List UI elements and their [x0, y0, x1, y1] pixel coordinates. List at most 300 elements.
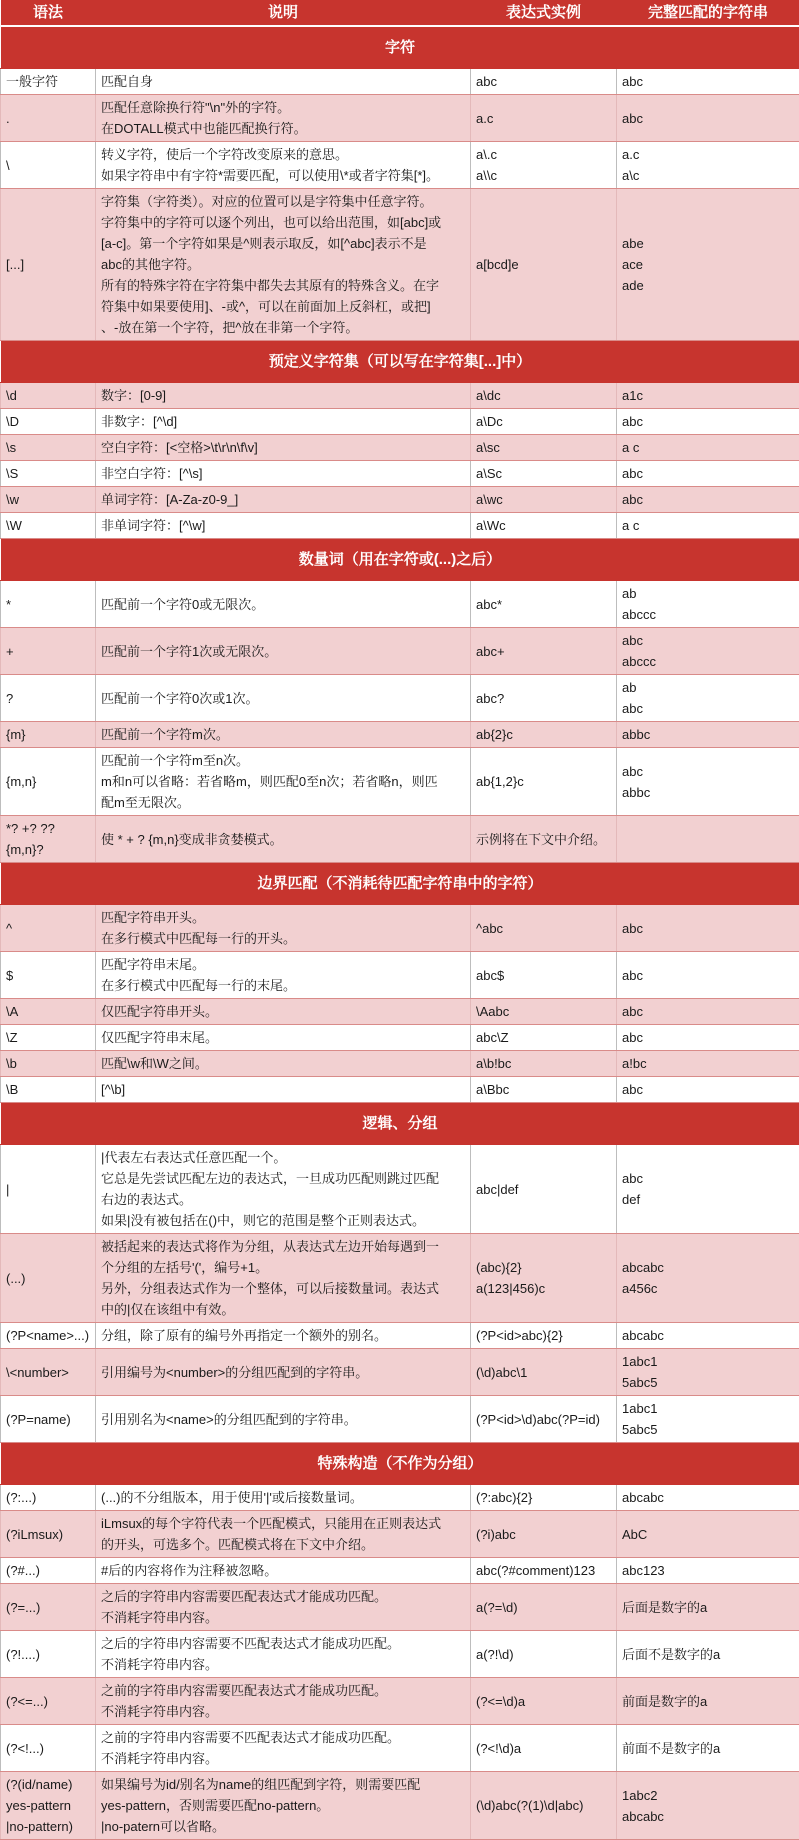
cell-line: abc	[622, 918, 794, 939]
cell-line: \w	[6, 489, 90, 510]
cell-line: 仅匹配字符串开头。	[101, 1001, 465, 1022]
example-cell	[471, 905, 617, 952]
cell-line: \D	[6, 411, 90, 432]
syntax-cell	[1, 383, 96, 409]
table-row	[1, 1396, 799, 1443]
cell-line: a\sc	[476, 437, 611, 458]
cell-line: 、-放在第一个字符，把^放在非第一个字符。	[101, 317, 465, 338]
description-cell	[96, 409, 471, 435]
cell-line: abc	[622, 698, 794, 719]
cell-line: 非单词字符：[^\w]	[101, 515, 465, 536]
cell-line: abc的其他字符。	[101, 254, 465, 275]
table-row	[1, 383, 799, 409]
cell-line: abe	[622, 233, 794, 254]
cell-line: |代表左右表达式任意匹配一个。	[101, 1147, 465, 1168]
table-row	[1, 1558, 799, 1584]
table-row	[1, 905, 799, 952]
cell-line: 符集中如果要使用]、-或^，可以在前面加上反斜杠，或把]	[101, 296, 465, 317]
description-cell	[96, 1349, 471, 1396]
cell-line: (\d)abc(?(1)\d|abc)	[476, 1795, 611, 1816]
description-cell	[96, 1584, 471, 1631]
syntax-cell	[1, 1485, 96, 1511]
example-cell	[471, 487, 617, 513]
cell-line: \b	[6, 1053, 90, 1074]
cell-line: *? +? ??	[6, 818, 90, 839]
match-cell	[617, 905, 799, 952]
syntax-cell	[1, 1349, 96, 1396]
table-row	[1, 1145, 799, 1234]
cell-line: a1c	[622, 385, 794, 406]
cell-line: abc	[622, 489, 794, 510]
description-cell	[96, 581, 471, 628]
cell-line: a\.c	[476, 144, 611, 165]
cell-line: 后面是数字的a	[622, 1597, 794, 1618]
cell-line: 5abc5	[622, 1372, 794, 1393]
cell-line: ab	[622, 583, 794, 604]
example-cell	[471, 1234, 617, 1323]
cell-line: (...)	[6, 1268, 90, 1289]
description-cell	[96, 69, 471, 95]
cell-line: a\b!bc	[476, 1053, 611, 1074]
cell-line: (?!....)	[6, 1644, 90, 1665]
table-row	[1, 722, 799, 748]
cell-line: a\c	[622, 165, 794, 186]
section-row	[1, 863, 799, 905]
syntax-cell	[1, 461, 96, 487]
match-cell	[617, 189, 799, 341]
cell-line: abc	[622, 108, 794, 129]
table-header	[1, 0, 799, 26]
cell-line: 示例将在下文中介绍。	[476, 829, 611, 850]
match-cell	[617, 1631, 799, 1678]
table-row	[1, 95, 799, 142]
syntax-cell	[1, 1725, 96, 1772]
section-row	[1, 1443, 799, 1485]
cell-line: 不消耗字符串内容。	[101, 1748, 465, 1769]
table-row	[1, 952, 799, 999]
cell-line: a\Bbc	[476, 1079, 611, 1100]
cell-line: a(123|456)c	[476, 1278, 611, 1299]
cell-line: 1abc1	[622, 1398, 794, 1419]
description-cell	[96, 1396, 471, 1443]
example-cell	[471, 1396, 617, 1443]
description-cell	[96, 487, 471, 513]
cell-line: abc(?#comment)123	[476, 1560, 611, 1581]
cell-line: 1abc1	[622, 1351, 794, 1372]
cell-line: 前面是数字的a	[622, 1691, 794, 1712]
cell-line: 匹配前一个字符m至n次。	[101, 750, 465, 771]
cell-line: ^	[6, 918, 90, 939]
cell-line: a c	[622, 515, 794, 536]
syntax-cell	[1, 1051, 96, 1077]
cell-line: \Z	[6, 1027, 90, 1048]
match-cell	[617, 1077, 799, 1103]
cell-line: 它总是先尝试匹配左边的表达式，一旦成功匹配则跳过匹配	[101, 1168, 465, 1189]
match-cell	[617, 816, 799, 863]
cell-line: \	[6, 155, 90, 176]
cell-line: abcabc	[622, 1487, 794, 1508]
cell-line: 非空白字符：[^\s]	[101, 463, 465, 484]
example-cell	[471, 435, 617, 461]
syntax-cell	[1, 999, 96, 1025]
description-cell	[96, 1631, 471, 1678]
example-cell	[471, 95, 617, 142]
table-row	[1, 435, 799, 461]
match-cell	[617, 1772, 799, 1840]
match-cell	[617, 1725, 799, 1772]
cell-line: a\dc	[476, 385, 611, 406]
syntax-cell	[1, 1077, 96, 1103]
cell-line: 匹配\w和\W之间。	[101, 1053, 465, 1074]
cell-line: abcabc	[622, 1325, 794, 1346]
cell-line: a c	[622, 437, 794, 458]
syntax-cell	[1, 1678, 96, 1725]
cell-line: 转义字符，使后一个字符改变原来的意思。	[101, 144, 465, 165]
description-cell	[96, 1725, 471, 1772]
syntax-cell	[1, 952, 96, 999]
cell-line: 不消耗字符串内容。	[101, 1607, 465, 1628]
cell-line: def	[622, 1189, 794, 1210]
section-row	[1, 539, 799, 581]
match-cell	[617, 1485, 799, 1511]
cell-line: 匹配字符串开头。	[101, 907, 465, 928]
match-cell	[617, 435, 799, 461]
example-cell	[471, 69, 617, 95]
cell-line: a[bcd]e	[476, 254, 611, 275]
cell-line: (?iLmsux)	[6, 1524, 90, 1545]
cell-line: [^\b]	[101, 1079, 465, 1100]
section-label: 字符	[1, 26, 799, 69]
cell-line: |	[6, 1179, 90, 1200]
cell-line: (?<!...)	[6, 1738, 90, 1759]
example-cell	[471, 1511, 617, 1558]
cell-line: 单词字符：[A-Za-z0-9_]	[101, 489, 465, 510]
cell-line: 不消耗字符串内容。	[101, 1654, 465, 1675]
example-cell	[471, 1145, 617, 1234]
cell-line: 在多行模式中匹配每一行的末尾。	[101, 975, 465, 996]
example-cell	[471, 628, 617, 675]
cell-line: abc	[622, 965, 794, 986]
example-cell	[471, 189, 617, 341]
cell-line: 之前的字符串内容需要不匹配表达式才能成功匹配。	[101, 1727, 465, 1748]
cell-line: 所有的特殊字符在字符集中都失去其原有的特殊含义。在字	[101, 275, 465, 296]
syntax-cell	[1, 1234, 96, 1323]
description-cell	[96, 1511, 471, 1558]
syntax-cell	[1, 1558, 96, 1584]
cell-line: ?	[6, 688, 90, 709]
cell-line: (?<=\d)a	[476, 1691, 611, 1712]
cell-line: 非数字：[^\d]	[101, 411, 465, 432]
cell-line: |no-patern可以省略。	[101, 1816, 465, 1837]
cell-line: 右边的表达式。	[101, 1189, 465, 1210]
cell-line: a(?=\d)	[476, 1597, 611, 1618]
cell-line: 在DOTALL模式中也能匹配换行符。	[101, 118, 465, 139]
syntax-cell	[1, 409, 96, 435]
description-cell	[96, 1558, 471, 1584]
cell-line: .	[6, 108, 90, 129]
cell-line: (?i)abc	[476, 1524, 611, 1545]
match-cell	[617, 461, 799, 487]
table-row	[1, 487, 799, 513]
table-row	[1, 142, 799, 189]
cell-line: 个分组的左括号'('，编号+1。	[101, 1257, 465, 1278]
table-row	[1, 1485, 799, 1511]
match-cell	[617, 513, 799, 539]
cell-line: a(?!\d)	[476, 1644, 611, 1665]
table-row	[1, 69, 799, 95]
match-cell	[617, 1145, 799, 1234]
column-header-description: 说明	[96, 0, 471, 26]
cell-line: ade	[622, 275, 794, 296]
syntax-cell	[1, 142, 96, 189]
cell-line: (?P<name>...)	[6, 1325, 90, 1346]
cell-line: a456c	[622, 1278, 794, 1299]
cell-line: a.c	[622, 144, 794, 165]
example-cell	[471, 461, 617, 487]
cell-line: ab{1,2}c	[476, 771, 611, 792]
table-row	[1, 189, 799, 341]
description-cell	[96, 383, 471, 409]
cell-line: 如果编号为id/别名为name的组匹配到字符，则需要匹配	[101, 1774, 465, 1795]
cell-line: abc\Z	[476, 1027, 611, 1048]
cell-line: abbc	[622, 782, 794, 803]
cell-line: 之后的字符串内容需要不匹配表达式才能成功匹配。	[101, 1633, 465, 1654]
cell-line: (?#...)	[6, 1560, 90, 1581]
cell-line: abc	[622, 1001, 794, 1022]
description-cell	[96, 189, 471, 341]
cell-line: abc	[622, 761, 794, 782]
match-cell	[617, 581, 799, 628]
cell-line: \d	[6, 385, 90, 406]
match-cell	[617, 1349, 799, 1396]
section-row	[1, 341, 799, 383]
cell-line: abc$	[476, 965, 611, 986]
description-cell	[96, 435, 471, 461]
example-cell	[471, 1631, 617, 1678]
match-cell	[617, 95, 799, 142]
example-cell	[471, 1349, 617, 1396]
cell-line: iLmsux的每个字符代表一个匹配模式，只能用在正则表达式	[101, 1513, 465, 1534]
syntax-cell	[1, 1145, 96, 1234]
cell-line: abc	[622, 1079, 794, 1100]
cell-line: m和n可以省略：若省略m，则匹配0至n次；若省略n，则匹	[101, 771, 465, 792]
cell-line: (?:abc){2}	[476, 1487, 611, 1508]
cell-line: 匹配前一个字符1次或无限次。	[101, 641, 465, 662]
cell-line: \B	[6, 1079, 90, 1100]
cell-line: 空白字符：[<空格>\t\r\n\f\v]	[101, 437, 465, 458]
cell-line: 5abc5	[622, 1419, 794, 1440]
section-label: 预定义字符集（可以写在字符集[...]中）	[1, 341, 799, 383]
cell-line: (?<=...)	[6, 1691, 90, 1712]
table-row	[1, 513, 799, 539]
cell-line: abc+	[476, 641, 611, 662]
example-cell	[471, 513, 617, 539]
cell-line: (...)的不分组版本，用于使用'|'或后接数量词。	[101, 1487, 465, 1508]
description-cell	[96, 1323, 471, 1349]
cell-line: 在多行模式中匹配每一行的开头。	[101, 928, 465, 949]
cell-line: \Aabc	[476, 1001, 611, 1022]
syntax-cell	[1, 95, 96, 142]
description-cell	[96, 748, 471, 816]
match-cell	[617, 487, 799, 513]
syntax-cell	[1, 581, 96, 628]
cell-line: 不消耗字符串内容。	[101, 1701, 465, 1722]
table-row	[1, 409, 799, 435]
table-row	[1, 1025, 799, 1051]
cell-line: ab{2}c	[476, 724, 611, 745]
description-cell	[96, 1145, 471, 1234]
example-cell	[471, 383, 617, 409]
example-cell	[471, 748, 617, 816]
cell-line: (?<!\d)a	[476, 1738, 611, 1759]
cell-line: a\wc	[476, 489, 611, 510]
cell-line: 配m至无限次。	[101, 792, 465, 813]
syntax-cell	[1, 816, 96, 863]
cell-line: #后的内容将作为注释被忽略。	[101, 1560, 465, 1581]
cell-line: \A	[6, 1001, 90, 1022]
example-cell	[471, 1558, 617, 1584]
example-cell	[471, 1725, 617, 1772]
cell-line: abccc	[622, 651, 794, 672]
cell-line: 被括起来的表达式将作为分组，从表达式左边开始每遇到一	[101, 1236, 465, 1257]
cell-line: \W	[6, 515, 90, 536]
cell-line: 引用编号为<number>的分组匹配到的字符串。	[101, 1362, 465, 1383]
cell-line: 字符集（字符类）。对应的位置可以是字符集中任意字符。	[101, 191, 465, 212]
cell-line: 中的|仅在该组中有效。	[101, 1299, 465, 1320]
cell-line: 另外，分组表达式作为一个整体，可以后接数量词。表达式	[101, 1278, 465, 1299]
table-row	[1, 1077, 799, 1103]
match-cell	[617, 1051, 799, 1077]
description-cell	[96, 1025, 471, 1051]
cell-line: (?(id/name)	[6, 1774, 90, 1795]
table-row	[1, 1051, 799, 1077]
cell-line: 匹配前一个字符0次或1次。	[101, 688, 465, 709]
cell-line: 之后的字符串内容需要匹配表达式才能成功匹配。	[101, 1586, 465, 1607]
example-cell	[471, 581, 617, 628]
syntax-cell	[1, 435, 96, 461]
cell-line: 匹配任意除换行符"\n"外的字符。	[101, 97, 465, 118]
example-cell	[471, 952, 617, 999]
example-cell	[471, 1323, 617, 1349]
table-row	[1, 461, 799, 487]
description-cell	[96, 722, 471, 748]
cell-line: ^abc	[476, 918, 611, 939]
table-row	[1, 1234, 799, 1323]
cell-line: \S	[6, 463, 90, 484]
syntax-cell	[1, 905, 96, 952]
match-cell	[617, 952, 799, 999]
table-row	[1, 999, 799, 1025]
cell-line: 匹配自身	[101, 71, 465, 92]
cell-line: a!bc	[622, 1053, 794, 1074]
cell-line: {m,n}	[6, 771, 90, 792]
description-cell	[96, 1051, 471, 1077]
section-label: 特殊构造（不作为分组）	[1, 1443, 799, 1485]
table-row	[1, 816, 799, 863]
match-cell	[617, 1025, 799, 1051]
description-cell	[96, 628, 471, 675]
cell-line: 如果字符串中有字符*需要匹配，可以使用\*或者字符集[*]。	[101, 165, 465, 186]
table-row	[1, 581, 799, 628]
description-cell	[96, 1772, 471, 1840]
example-cell	[471, 1025, 617, 1051]
example-cell	[471, 1678, 617, 1725]
cell-line: 匹配字符串末尾。	[101, 954, 465, 975]
table-row	[1, 675, 799, 722]
table-row	[1, 628, 799, 675]
cell-line: 之前的字符串内容需要匹配表达式才能成功匹配。	[101, 1680, 465, 1701]
match-cell	[617, 675, 799, 722]
syntax-cell	[1, 1323, 96, 1349]
syntax-cell	[1, 628, 96, 675]
cell-line: 使 * + ? {m,n}变成非贪婪模式。	[101, 829, 465, 850]
cell-line: abc	[622, 1168, 794, 1189]
match-cell	[617, 722, 799, 748]
cell-line: a\Dc	[476, 411, 611, 432]
table-row	[1, 1349, 799, 1396]
syntax-cell	[1, 722, 96, 748]
syntax-cell	[1, 487, 96, 513]
cell-line: +	[6, 641, 90, 662]
cell-line: AbC	[622, 1524, 794, 1545]
table-row	[1, 1584, 799, 1631]
cell-line: 1abc2	[622, 1785, 794, 1806]
cell-line: abbc	[622, 724, 794, 745]
header-row	[1, 0, 799, 26]
section-row	[1, 1103, 799, 1145]
cell-line: abc	[622, 463, 794, 484]
cell-line: ab	[622, 677, 794, 698]
cell-line: ace	[622, 254, 794, 275]
cell-line: 分组，除了原有的编号外再指定一个额外的别名。	[101, 1325, 465, 1346]
table-row	[1, 1511, 799, 1558]
match-cell	[617, 1584, 799, 1631]
description-cell	[96, 999, 471, 1025]
cell-line: (?=...)	[6, 1597, 90, 1618]
cell-line: 匹配前一个字符0或无限次。	[101, 594, 465, 615]
description-cell	[96, 952, 471, 999]
example-cell	[471, 1772, 617, 1840]
match-cell	[617, 1558, 799, 1584]
example-cell	[471, 999, 617, 1025]
section-label: 数量词（用在字符或(...)之后）	[1, 539, 799, 581]
cell-line: 匹配前一个字符m次。	[101, 724, 465, 745]
cell-line: a\\c	[476, 165, 611, 186]
example-cell	[471, 1584, 617, 1631]
cell-line: (\d)abc\1	[476, 1362, 611, 1383]
cell-line: (?P<id>abc){2}	[476, 1325, 611, 1346]
cell-line: 数字：[0-9]	[101, 385, 465, 406]
syntax-cell	[1, 1772, 96, 1840]
example-cell	[471, 1485, 617, 1511]
cell-line: \s	[6, 437, 90, 458]
cell-line: a\Wc	[476, 515, 611, 536]
cell-line: \<number>	[6, 1362, 90, 1383]
cell-line: 一般字符	[6, 71, 90, 92]
example-cell	[471, 1077, 617, 1103]
description-cell	[96, 905, 471, 952]
cell-line: abc|def	[476, 1179, 611, 1200]
example-cell	[471, 1051, 617, 1077]
cell-line: 如果|没有被包括在()中，则它的范围是整个正则表达式。	[101, 1210, 465, 1231]
description-cell	[96, 816, 471, 863]
cell-line: {m}	[6, 724, 90, 745]
cell-line: a.c	[476, 108, 611, 129]
match-cell	[617, 1678, 799, 1725]
match-cell	[617, 69, 799, 95]
column-header-match: 完整匹配的字符串	[617, 0, 799, 26]
syntax-cell	[1, 69, 96, 95]
